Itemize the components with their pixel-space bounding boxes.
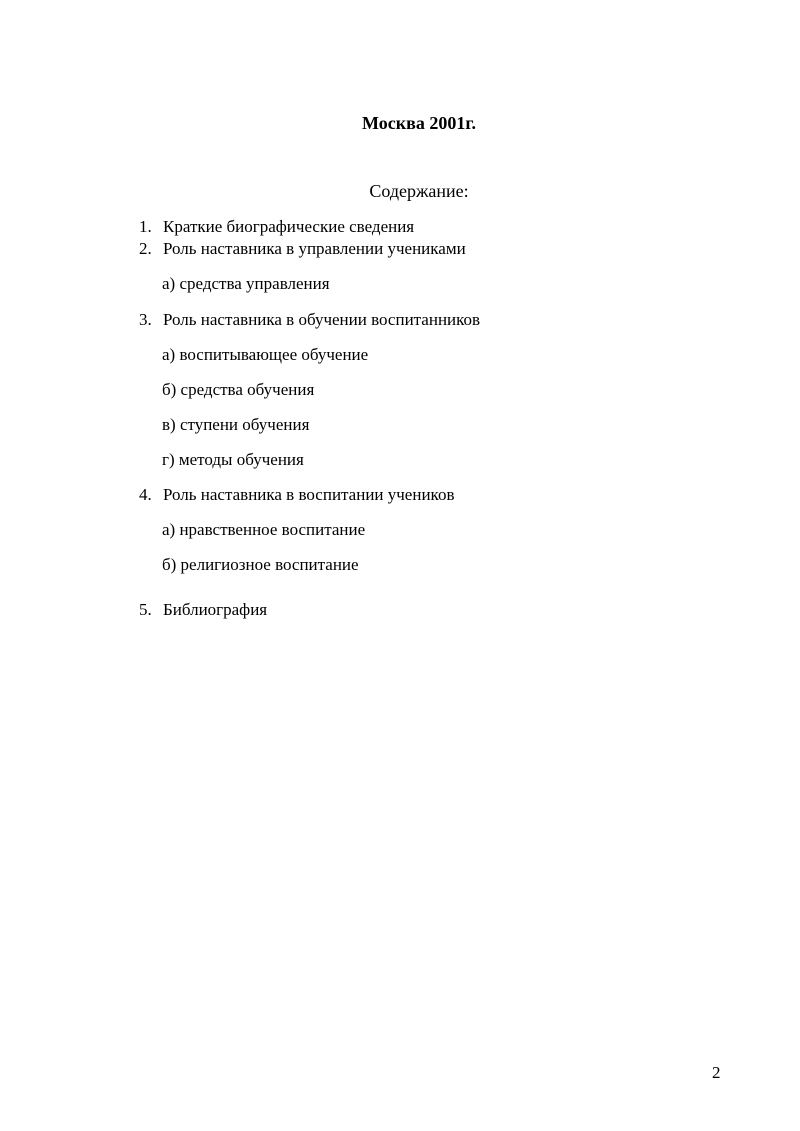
toc-item-5 xyxy=(139,599,267,621)
toc-heading: Содержание: xyxy=(369,181,469,201)
city-year-title: Москва 2001г. xyxy=(362,113,476,133)
toc-subitem-3a: а) воспитывающее обучение xyxy=(162,345,369,364)
toc-item-number: 2. xyxy=(139,239,152,258)
toc-item-3 xyxy=(139,309,480,331)
toc-item-2 xyxy=(139,238,466,260)
toc-item-label: Библиография xyxy=(163,600,268,619)
page-number: 2 xyxy=(712,1063,721,1082)
toc-subitem-3c: в) ступени обучения xyxy=(162,415,310,434)
toc-subitem-2a: а) средства управления xyxy=(162,274,330,293)
toc-item-label: Роль наставника в управлении учениками xyxy=(163,239,466,258)
toc-item-number: 4. xyxy=(139,485,152,504)
toc-subitem-3b: б) средства обучения xyxy=(162,380,315,399)
toc-item-4 xyxy=(139,484,454,506)
toc-subitem-4b: б) религиозное воспитание xyxy=(162,555,359,574)
toc-item-label: Краткие биографические сведения xyxy=(163,217,415,236)
toc-subitem-3d: г) методы обучения xyxy=(162,450,304,469)
toc-item-number: 5. xyxy=(139,600,152,619)
toc-item-number: 1. xyxy=(139,217,152,236)
toc-item-number: 3. xyxy=(139,310,152,329)
toc-item-label: Роль наставника в обучении воспитанников xyxy=(163,310,481,329)
toc-item-label: Роль наставника в воспитании учеников xyxy=(163,485,455,504)
toc-subitem-4a: а) нравственное воспитание xyxy=(162,520,366,539)
toc-item-1 xyxy=(139,216,414,238)
